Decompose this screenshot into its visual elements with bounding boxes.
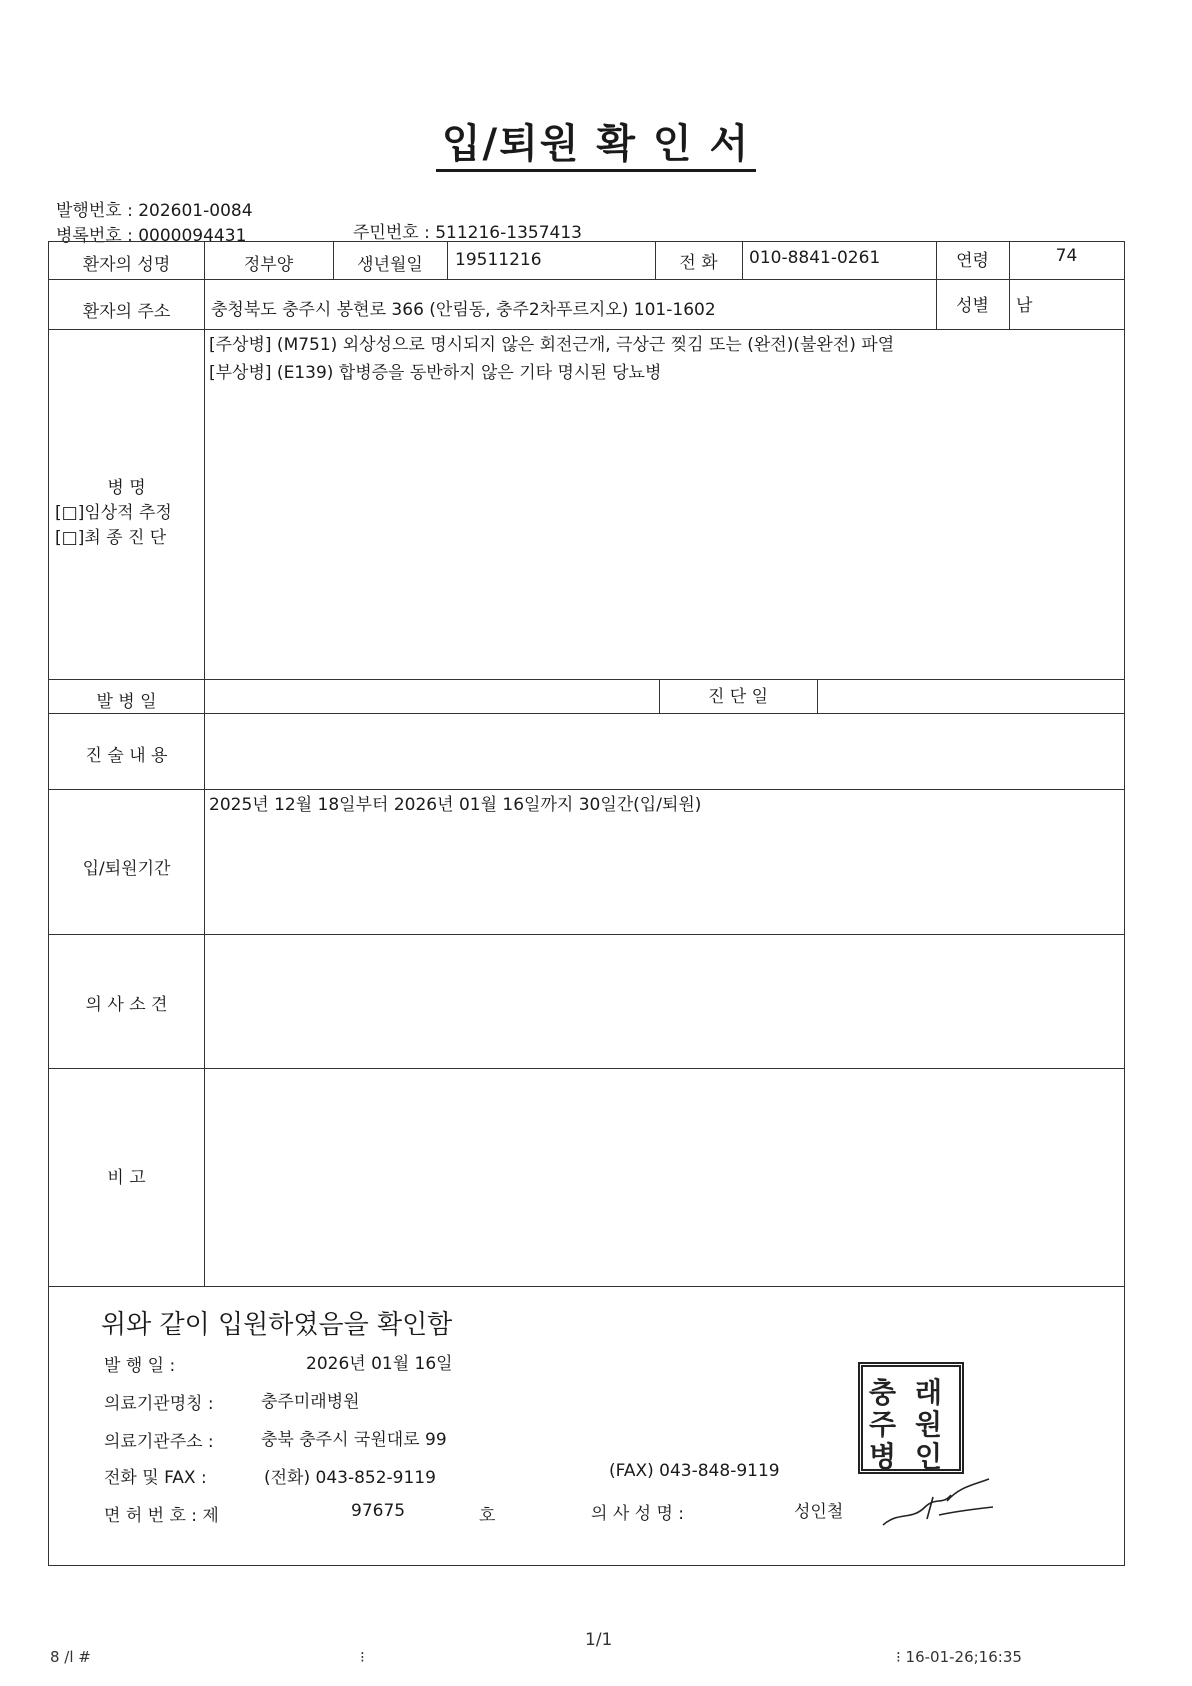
name-label: 환자의 성명 <box>82 255 171 275</box>
issue-date: 2026년 01월 16일 <box>306 1354 453 1374</box>
fax-timestamp: ⁝ 16-01-26;16:35 <box>896 1648 1022 1666</box>
resident-number: 주민번호 : 511216-1357413 <box>353 223 582 243</box>
hospital-seal: 충 래 주 원 병 인 <box>858 1362 964 1474</box>
fax-footer-mid: ⁝ <box>360 1648 365 1666</box>
admission-period: 2025년 12월 18일부터 2026년 01월 16일까지 30일간(입/퇴원) <box>209 795 702 815</box>
final-diagnosis-option: [□]최 종 진 단 <box>55 528 167 548</box>
doctor-name: 성인철 <box>794 1502 844 1522</box>
institution-address: 충북 충주시 국원대로 99 <box>261 1430 447 1450</box>
main-diagnosis: [주상병] (M751) 외상성으로 명시되지 않은 회전근개, 극상근 찢김 또는 (완전)(불완전) 파열 <box>209 335 895 355</box>
patient-sex: 남 <box>1016 296 1033 316</box>
clinical-estimate-option: [□]임상적 추정 <box>55 503 172 523</box>
doctor-opinion-label: 의 사 소 견 <box>85 995 168 1015</box>
license-number: 97675 <box>351 1501 406 1521</box>
birth-date: 19511216 <box>455 250 542 270</box>
institution-name-label: 의료기관명칭 : <box>104 1394 214 1414</box>
doctor-name-label: 의 사 성 명 : <box>591 1504 685 1524</box>
confirmation-statement: 위와 같이 입원하였음을 확인함 <box>101 1310 453 1340</box>
onset-date-label: 발 병 일 <box>96 692 157 712</box>
patient-address: 충청북도 충주시 봉현로 366 (안림동, 충주2차푸르지오) 101-1602 <box>211 300 716 320</box>
page-number: 1/1 <box>585 1630 613 1650</box>
remarks-label: 비 고 <box>107 1168 146 1188</box>
issue-date-label: 발 행 일 : <box>104 1356 176 1376</box>
doctor-signature <box>877 1467 997 1537</box>
age-label: 연령 <box>956 251 989 271</box>
institution-name: 충주미래병원 <box>261 1392 360 1412</box>
institution-address-label: 의료기관주소 : <box>104 1432 214 1452</box>
address-label: 환자의 주소 <box>82 302 171 322</box>
sub-diagnosis: [부상병] (E139) 합병증을 동반하지 않은 기타 명시된 당뇨병 <box>209 363 662 383</box>
phone-label: 전 화 <box>679 253 718 273</box>
institution-fax: (FAX) 043-848-9119 <box>609 1461 780 1481</box>
period-label: 입/퇴원기간 <box>82 859 171 879</box>
patient-name: 정부양 <box>243 255 294 275</box>
diagnosis-label: 병 명 <box>107 478 146 498</box>
fax-footer-left: 8 /l # <box>50 1648 91 1666</box>
record-number: 병록번호 : 0000094431 <box>56 226 247 246</box>
phone-fax-label: 전화 및 FAX : <box>104 1468 207 1488</box>
statement-label: 진 술 내 용 <box>85 746 168 766</box>
license-number-label: 면 허 번 호 : 제 <box>104 1506 219 1526</box>
institution-phone: (전화) 043-852-9119 <box>264 1468 436 1488</box>
sex-label: 성별 <box>956 296 989 316</box>
issue-number: 발행번호 : 202601-0084 <box>56 201 253 221</box>
patient-phone: 010-8841-0261 <box>749 248 881 268</box>
document-title: 입/퇴원 확 인 서 <box>0 112 1192 169</box>
license-suffix: 호 <box>479 1506 496 1526</box>
diagnosis-date-label: 진 단 일 <box>707 687 769 707</box>
patient-age: 74 <box>1055 246 1078 266</box>
birth-label: 생년월일 <box>357 255 423 275</box>
